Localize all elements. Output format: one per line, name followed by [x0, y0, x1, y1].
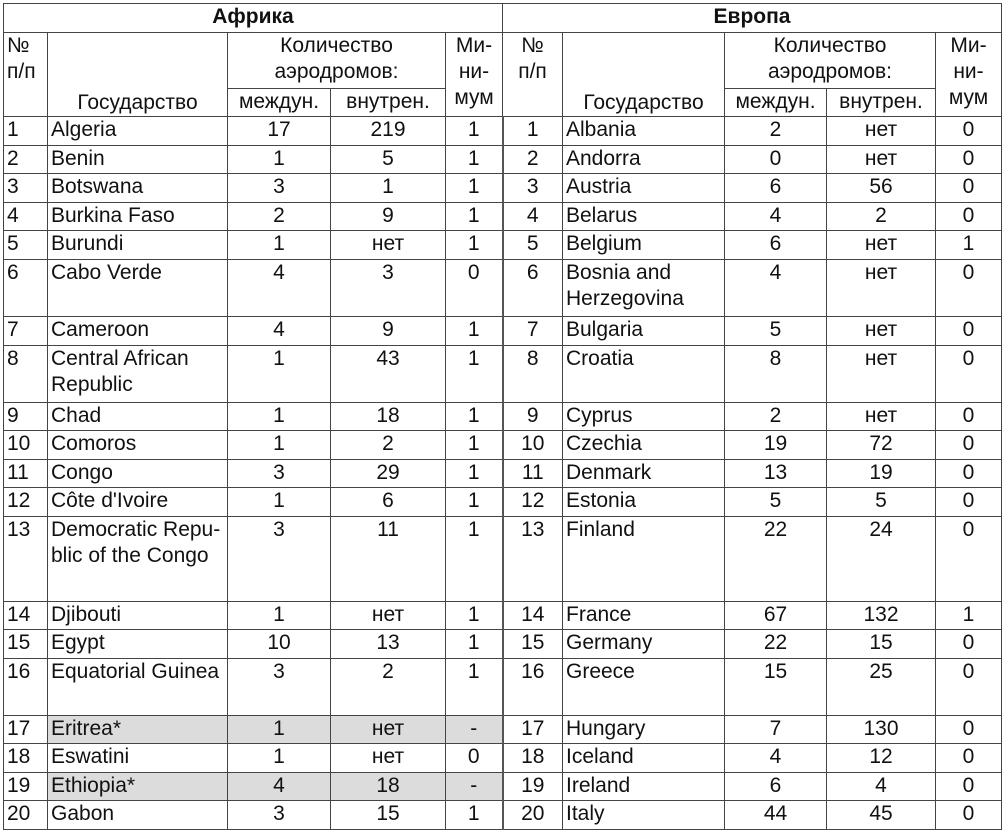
europe-domestic-count-cell: 19: [827, 460, 936, 488]
africa-intl-count-cell: 1: [228, 488, 331, 517]
europe-num-cell: 20: [503, 801, 563, 830]
table-row: [4, 630, 1002, 659]
europe-state-cell: Czechia: [563, 431, 725, 460]
europe-num-cell: 2: [503, 146, 563, 174]
region-header-row: [4, 4, 1002, 33]
table-row: [4, 488, 1002, 517]
europe-domestic-count-cell: 5: [827, 488, 936, 517]
europe-domestic-count-cell: 4: [827, 773, 936, 801]
europe-num-cell: 9: [503, 403, 563, 431]
africa-domestic-count-cell: нет: [331, 716, 446, 744]
europe-state-cell: Andorra: [563, 146, 725, 174]
europe-intl-count-cell: 4: [725, 744, 827, 773]
table-row: [4, 659, 1002, 716]
table-row: [4, 117, 1002, 146]
africa-minimum-cell: 1: [446, 403, 503, 431]
europe-domestic-count-cell: нет: [827, 317, 936, 346]
africa-minimum-cell: 0: [446, 744, 503, 773]
africa-minimum-cell: 1: [446, 346, 503, 403]
africa-intl-count-cell: 10: [228, 630, 331, 659]
africa-domestic-count-cell: 9: [331, 317, 446, 346]
europe-minimum-cell: 0: [936, 716, 1002, 744]
africa-domestic-count-cell: 2: [331, 659, 446, 716]
africa-num-cell: 3: [4, 174, 48, 203]
header-domestic-europe: внутрен.: [827, 89, 936, 117]
africa-state-cell: Central African Republic: [48, 346, 228, 403]
europe-domestic-count-cell: 45: [827, 801, 936, 830]
europe-state-cell: Belgium: [563, 231, 725, 260]
africa-minimum-cell: 1: [446, 659, 503, 716]
africa-domestic-count-cell: 11: [331, 517, 446, 602]
africa-state-cell: Côte d'Ivoire: [48, 488, 228, 517]
europe-state-cell: Bosnia and Herzegovina: [563, 260, 725, 317]
africa-minimum-cell: 1: [446, 630, 503, 659]
europe-domestic-count-cell: 130: [827, 716, 936, 744]
africa-minimum-cell: -: [446, 716, 503, 744]
africa-intl-count-cell: 1: [228, 716, 331, 744]
africa-domestic-count-cell: нет: [331, 744, 446, 773]
table-row: [4, 346, 1002, 403]
africa-intl-count-cell: 3: [228, 801, 331, 830]
europe-state-cell: Hungary: [563, 716, 725, 744]
europe-num-cell: 1: [503, 117, 563, 146]
europe-minimum-cell: 0: [936, 773, 1002, 801]
europe-minimum-cell: 0: [936, 659, 1002, 716]
europe-state-cell: Ireland: [563, 773, 725, 801]
europe-state-cell: Iceland: [563, 744, 725, 773]
europe-minimum-cell: 0: [936, 517, 1002, 602]
table-row: [4, 146, 1002, 174]
header-state-europe: Государство: [563, 33, 725, 117]
europe-minimum-cell: 0: [936, 117, 1002, 146]
africa-minimum-cell: 0: [446, 260, 503, 317]
europe-intl-count-cell: 6: [725, 231, 827, 260]
africa-num-cell: 12: [4, 488, 48, 517]
europe-intl-count-cell: 8: [725, 346, 827, 403]
table-row: [4, 773, 1002, 801]
europe-domestic-count-cell: 24: [827, 517, 936, 602]
europe-intl-count-cell: 22: [725, 517, 827, 602]
europe-domestic-count-cell: 25: [827, 659, 936, 716]
africa-state-cell: Benin: [48, 146, 228, 174]
africa-num-cell: 18: [4, 744, 48, 773]
europe-state-cell: Italy: [563, 801, 725, 830]
africa-state-cell: Burkina Faso: [48, 203, 228, 231]
table-row: [4, 602, 1002, 630]
europe-intl-count-cell: 19: [725, 431, 827, 460]
africa-state-cell: Botswana: [48, 174, 228, 203]
africa-domestic-count-cell: 6: [331, 488, 446, 517]
africa-intl-count-cell: 1: [228, 146, 331, 174]
africa-domestic-count-cell: 18: [331, 403, 446, 431]
africa-intl-count-cell: 1: [228, 744, 331, 773]
africa-intl-count-cell: 1: [228, 431, 331, 460]
africa-state-cell: Comoros: [48, 431, 228, 460]
africa-intl-count-cell: 3: [228, 517, 331, 602]
africa-domestic-count-cell: 9: [331, 203, 446, 231]
table-row: [4, 231, 1002, 260]
header-count-africa: Количество аэродромов:: [228, 33, 446, 89]
africa-state-cell: Congo: [48, 460, 228, 488]
africa-num-cell: 6: [4, 260, 48, 317]
europe-domestic-count-cell: нет: [827, 231, 936, 260]
europe-num-cell: 5: [503, 231, 563, 260]
africa-minimum-cell: 1: [446, 317, 503, 346]
africa-state-cell: Gabon: [48, 801, 228, 830]
region-title-europe: Европа: [503, 4, 1002, 33]
header-intl-africa: междун.: [228, 89, 331, 117]
europe-state-cell: Estonia: [563, 488, 725, 517]
table-row: [4, 317, 1002, 346]
africa-state-cell: Equatorial Guinea: [48, 659, 228, 716]
europe-intl-count-cell: 4: [725, 260, 827, 317]
africa-domestic-count-cell: 43: [331, 346, 446, 403]
europe-domestic-count-cell: 2: [827, 203, 936, 231]
europe-domestic-count-cell: 132: [827, 602, 936, 630]
table-row: [4, 260, 1002, 317]
europe-num-cell: 3: [503, 174, 563, 203]
europe-num-cell: 11: [503, 460, 563, 488]
europe-intl-count-cell: 13: [725, 460, 827, 488]
africa-minimum-cell: 1: [446, 460, 503, 488]
europe-num-cell: 17: [503, 716, 563, 744]
africa-minimum-cell: 1: [446, 174, 503, 203]
europe-state-cell: Belarus: [563, 203, 725, 231]
africa-num-cell: 11: [4, 460, 48, 488]
europe-minimum-cell: 1: [936, 602, 1002, 630]
table-row: [4, 174, 1002, 203]
africa-num-cell: 17: [4, 716, 48, 744]
africa-state-cell: Egypt: [48, 630, 228, 659]
africa-minimum-cell: 1: [446, 231, 503, 260]
europe-minimum-cell: 1: [936, 231, 1002, 260]
europe-domestic-count-cell: 15: [827, 630, 936, 659]
africa-num-cell: 10: [4, 431, 48, 460]
africa-state-cell: Cabo Verde: [48, 260, 228, 317]
header-min-africa: Ми- ни- мум: [446, 33, 503, 117]
africa-state-cell: Eritrea*: [48, 716, 228, 744]
europe-intl-count-cell: 5: [725, 488, 827, 517]
europe-num-cell: 18: [503, 744, 563, 773]
africa-num-cell: 2: [4, 146, 48, 174]
africa-state-cell: Burundi: [48, 231, 228, 260]
europe-num-cell: 6: [503, 260, 563, 317]
africa-minimum-cell: -: [446, 773, 503, 801]
europe-domestic-count-cell: 72: [827, 431, 936, 460]
europe-intl-count-cell: 0: [725, 146, 827, 174]
table-row: [4, 744, 1002, 773]
africa-num-cell: 7: [4, 317, 48, 346]
africa-num-cell: 5: [4, 231, 48, 260]
europe-domestic-count-cell: нет: [827, 146, 936, 174]
europe-intl-count-cell: 2: [725, 403, 827, 431]
africa-domestic-count-cell: 15: [331, 801, 446, 830]
africa-num-cell: 16: [4, 659, 48, 716]
europe-num-cell: 14: [503, 602, 563, 630]
europe-num-cell: 13: [503, 517, 563, 602]
europe-minimum-cell: 0: [936, 744, 1002, 773]
africa-num-cell: 8: [4, 346, 48, 403]
europe-state-cell: France: [563, 602, 725, 630]
europe-intl-count-cell: 2: [725, 117, 827, 146]
header-num-europe: № п/п: [503, 33, 563, 117]
africa-num-cell: 9: [4, 403, 48, 431]
europe-minimum-cell: 0: [936, 174, 1002, 203]
europe-num-cell: 10: [503, 431, 563, 460]
table-body: [4, 117, 1002, 830]
africa-minimum-cell: 1: [446, 431, 503, 460]
europe-domestic-count-cell: нет: [827, 117, 936, 146]
africa-state-cell: Eswatini: [48, 744, 228, 773]
europe-intl-count-cell: 15: [725, 659, 827, 716]
africa-domestic-count-cell: 2: [331, 431, 446, 460]
europe-minimum-cell: 0: [936, 488, 1002, 517]
europe-intl-count-cell: 22: [725, 630, 827, 659]
africa-num-cell: 1: [4, 117, 48, 146]
europe-intl-count-cell: 6: [725, 174, 827, 203]
africa-intl-count-cell: 1: [228, 403, 331, 431]
europe-state-cell: Greece: [563, 659, 725, 716]
europe-intl-count-cell: 4: [725, 203, 827, 231]
header-min-europe: Ми- ни- мум: [936, 33, 1002, 117]
africa-num-cell: 20: [4, 801, 48, 830]
europe-state-cell: Cyprus: [563, 403, 725, 431]
table-row: [4, 716, 1002, 744]
europe-num-cell: 19: [503, 773, 563, 801]
africa-intl-count-cell: 2: [228, 203, 331, 231]
africa-intl-count-cell: 17: [228, 117, 331, 146]
africa-minimum-cell: 1: [446, 602, 503, 630]
africa-intl-count-cell: 1: [228, 346, 331, 403]
africa-intl-count-cell: 3: [228, 174, 331, 203]
africa-num-cell: 4: [4, 203, 48, 231]
europe-minimum-cell: 0: [936, 460, 1002, 488]
europe-state-cell: Germany: [563, 630, 725, 659]
region-title-africa: Африка: [4, 4, 503, 33]
table-row: [4, 517, 1002, 602]
europe-intl-count-cell: 5: [725, 317, 827, 346]
header-count-europe: Количество аэродромов:: [725, 33, 936, 89]
europe-num-cell: 7: [503, 317, 563, 346]
africa-domestic-count-cell: нет: [331, 231, 446, 260]
africa-minimum-cell: 1: [446, 517, 503, 602]
europe-state-cell: Croatia: [563, 346, 725, 403]
africa-domestic-count-cell: 3: [331, 260, 446, 317]
europe-minimum-cell: 0: [936, 801, 1002, 830]
header-intl-europe: междун.: [725, 89, 827, 117]
africa-num-cell: 14: [4, 602, 48, 630]
europe-state-cell: Albania: [563, 117, 725, 146]
europe-domestic-count-cell: 12: [827, 744, 936, 773]
europe-minimum-cell: 0: [936, 146, 1002, 174]
europe-minimum-cell: 0: [936, 317, 1002, 346]
europe-intl-count-cell: 67: [725, 602, 827, 630]
africa-minimum-cell: 1: [446, 801, 503, 830]
table-row: [4, 203, 1002, 231]
europe-state-cell: Denmark: [563, 460, 725, 488]
africa-state-cell: Democratic Repu-blic of the Congo: [48, 517, 228, 602]
europe-minimum-cell: 0: [936, 431, 1002, 460]
africa-intl-count-cell: 3: [228, 659, 331, 716]
africa-minimum-cell: 1: [446, 488, 503, 517]
table-row: [4, 431, 1002, 460]
africa-intl-count-cell: 4: [228, 260, 331, 317]
header-domestic-africa: внутрен.: [331, 89, 446, 117]
europe-num-cell: 16: [503, 659, 563, 716]
europe-state-cell: Bulgaria: [563, 317, 725, 346]
header-num-africa: № п/п: [4, 33, 48, 117]
africa-minimum-cell: 1: [446, 117, 503, 146]
europe-num-cell: 12: [503, 488, 563, 517]
header-state-africa: Государство: [48, 33, 228, 117]
africa-domestic-count-cell: нет: [331, 602, 446, 630]
europe-minimum-cell: 0: [936, 403, 1002, 431]
europe-num-cell: 8: [503, 346, 563, 403]
africa-domestic-count-cell: 18: [331, 773, 446, 801]
europe-minimum-cell: 0: [936, 346, 1002, 403]
africa-state-cell: Ethiopia*: [48, 773, 228, 801]
europe-state-cell: Finland: [563, 517, 725, 602]
africa-domestic-count-cell: 13: [331, 630, 446, 659]
africa-state-cell: Algeria: [48, 117, 228, 146]
airfields-table: [3, 3, 1002, 830]
europe-intl-count-cell: 7: [725, 716, 827, 744]
table-row: [4, 403, 1002, 431]
africa-intl-count-cell: 4: [228, 317, 331, 346]
africa-state-cell: Chad: [48, 403, 228, 431]
table-row: [4, 460, 1002, 488]
column-header-row: [4, 33, 1002, 89]
europe-num-cell: 15: [503, 630, 563, 659]
europe-domestic-count-cell: нет: [827, 260, 936, 317]
europe-domestic-count-cell: нет: [827, 346, 936, 403]
africa-domestic-count-cell: 1: [331, 174, 446, 203]
africa-intl-count-cell: 1: [228, 602, 331, 630]
africa-state-cell: Djibouti: [48, 602, 228, 630]
europe-intl-count-cell: 44: [725, 801, 827, 830]
europe-minimum-cell: 0: [936, 630, 1002, 659]
table-row: [4, 801, 1002, 830]
africa-num-cell: 19: [4, 773, 48, 801]
europe-num-cell: 4: [503, 203, 563, 231]
africa-domestic-count-cell: 219: [331, 117, 446, 146]
africa-domestic-count-cell: 5: [331, 146, 446, 174]
africa-state-cell: Cameroon: [48, 317, 228, 346]
africa-intl-count-cell: 1: [228, 231, 331, 260]
africa-domestic-count-cell: 29: [331, 460, 446, 488]
africa-minimum-cell: 1: [446, 146, 503, 174]
europe-intl-count-cell: 6: [725, 773, 827, 801]
africa-num-cell: 15: [4, 630, 48, 659]
africa-intl-count-cell: 4: [228, 773, 331, 801]
africa-minimum-cell: 1: [446, 203, 503, 231]
europe-minimum-cell: 0: [936, 203, 1002, 231]
europe-domestic-count-cell: нет: [827, 403, 936, 431]
africa-intl-count-cell: 3: [228, 460, 331, 488]
africa-num-cell: 13: [4, 517, 48, 602]
europe-state-cell: Austria: [563, 174, 725, 203]
europe-minimum-cell: 0: [936, 260, 1002, 317]
europe-domestic-count-cell: 56: [827, 174, 936, 203]
